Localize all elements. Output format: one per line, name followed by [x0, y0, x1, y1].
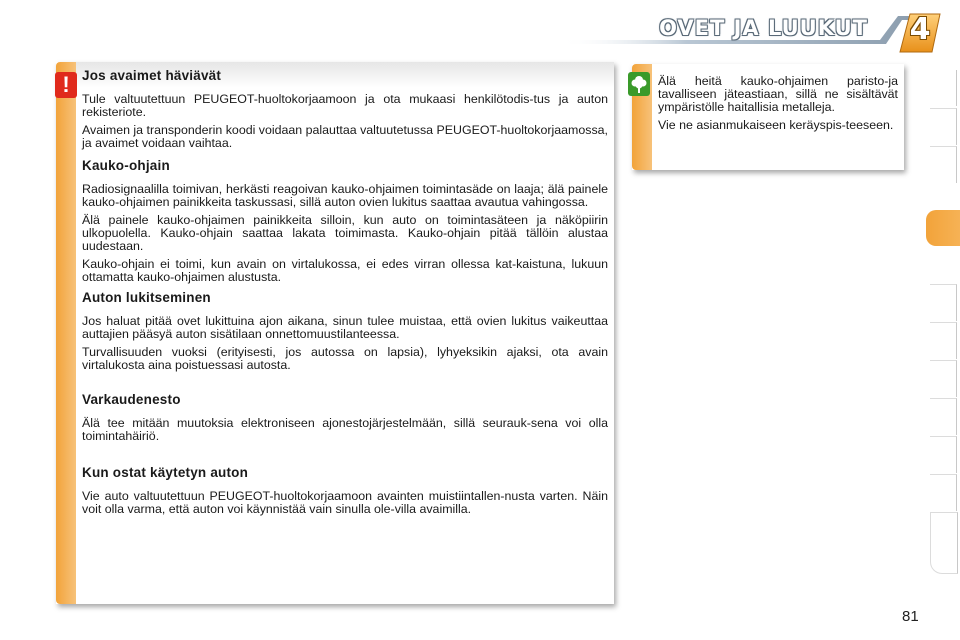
chapter-tab[interactable]: [930, 322, 957, 359]
chapter-title: OVET JA LUUKUT: [659, 16, 868, 40]
section-locking: [82, 290, 608, 372]
paragraph: Radiosignaalilla toimivan, herkästi reagoivan kauko-ohjaimen toimintasäde on laaja; älä painele kauko-ohjaimen painikkeita taskussasi, sillä auton ovien lukitus saattaa avautua vahingossa.: [82, 182, 608, 209]
section-heading: Jos avaimet häviävät: [82, 68, 222, 83]
panel-accent-strip: [56, 62, 76, 604]
exclamation-icon: !: [55, 72, 77, 98]
paragraph: Tule valtuutettuun PEUGEOT-huoltokorjaamoon ja ota mukaasi henkilötodis-tus ja auton rekisteriote.: [82, 92, 608, 119]
section-used-car: [82, 465, 608, 516]
section-immobiliser: [82, 392, 608, 443]
chapter-tab[interactable]: [930, 398, 957, 435]
section-heading: Auton lukitseminen: [82, 290, 211, 305]
paragraph: Vie ne asianmukaiseen keräyspis-teeseen.: [658, 118, 894, 132]
chapter-tab[interactable]: [930, 474, 957, 511]
section-lost-keys: [82, 66, 608, 150]
chapter-tab[interactable]: [930, 436, 957, 473]
page-number: 81: [902, 608, 919, 625]
paragraph: Vie auto valtuutettuun PEUGEOT-huoltokorjaamoon avainten muistiintallen-nusta varten. Näin voit olla varma, että auton voi käynnistää vain sinulla ole-villa avaimilla.: [82, 489, 608, 516]
paragraph: Kauko-ohjain ei toimi, kun avain on virtalukossa, ei edes virran ollessa kat-kaistuna, lukuun ottamatta kauko-ohjaimen alustusta.: [82, 257, 608, 284]
chapter-tab[interactable]: [930, 70, 957, 106]
chapter-tab[interactable]: [930, 512, 958, 574]
paragraph: Älä tee mitään muutoksia elektroniseen ajonestojärjestelmään, sillä seurauk-sena voi olla toimintahäiriö.: [82, 416, 608, 443]
section-heading: Kauko-ohjain: [82, 158, 170, 173]
paragraph: Turvallisuuden vuoksi (erityisesti, jos autossa on lapsia), lyhyeksikin ajaksi, ota avain virtalukosta aina poistuessasi autosta.: [82, 345, 608, 372]
chapter-tabs: [926, 70, 960, 580]
chapter-tab[interactable]: [930, 284, 957, 321]
paragraph: Älä heitä kauko-ohjaimen paristo-ja tavalliseen jäteastiaan, sillä ne sisältävät ympäristölle haitallisia metalleja.: [658, 74, 898, 114]
chapter-tab[interactable]: [930, 360, 957, 397]
paragraph: Älä painele kauko-ohjaimen painikkeita silloin, kun auto on toimintasäteen ja näköpiirin ulkopuolella. Kauko-ohjain saattaa lakata toimimasta. Kauko-ohjain pitää tällöin alustaa uudestaan.: [82, 213, 608, 253]
chapter-number: 4: [909, 12, 931, 47]
paragraph: Avaimen ja transponderin koodi voidaan palauttaa valtuutetussa PEUGEOT-huoltokorjaamossa, ja avaimet voidaan vaihtaa.: [82, 123, 608, 150]
main-text: [82, 66, 608, 522]
environment-note-text: [658, 75, 898, 137]
paragraph: Jos haluat pitää ovet lukittuina ajon aikana, sinun tulee muistaa, että ovien lukitus vaikeuttaa auttajien pääsyä auton sisätilaan onnettomuustilanteessa.: [82, 314, 608, 341]
section-remote-control: [82, 158, 608, 284]
chapter-tab[interactable]: [930, 108, 957, 145]
section-heading: Kun ostat käytetyn auton: [82, 465, 249, 480]
tree-icon: [628, 72, 650, 96]
chapter-tab-active[interactable]: [926, 210, 960, 246]
chapter-tab[interactable]: [930, 146, 957, 183]
section-heading: Varkaudenesto: [82, 392, 181, 407]
